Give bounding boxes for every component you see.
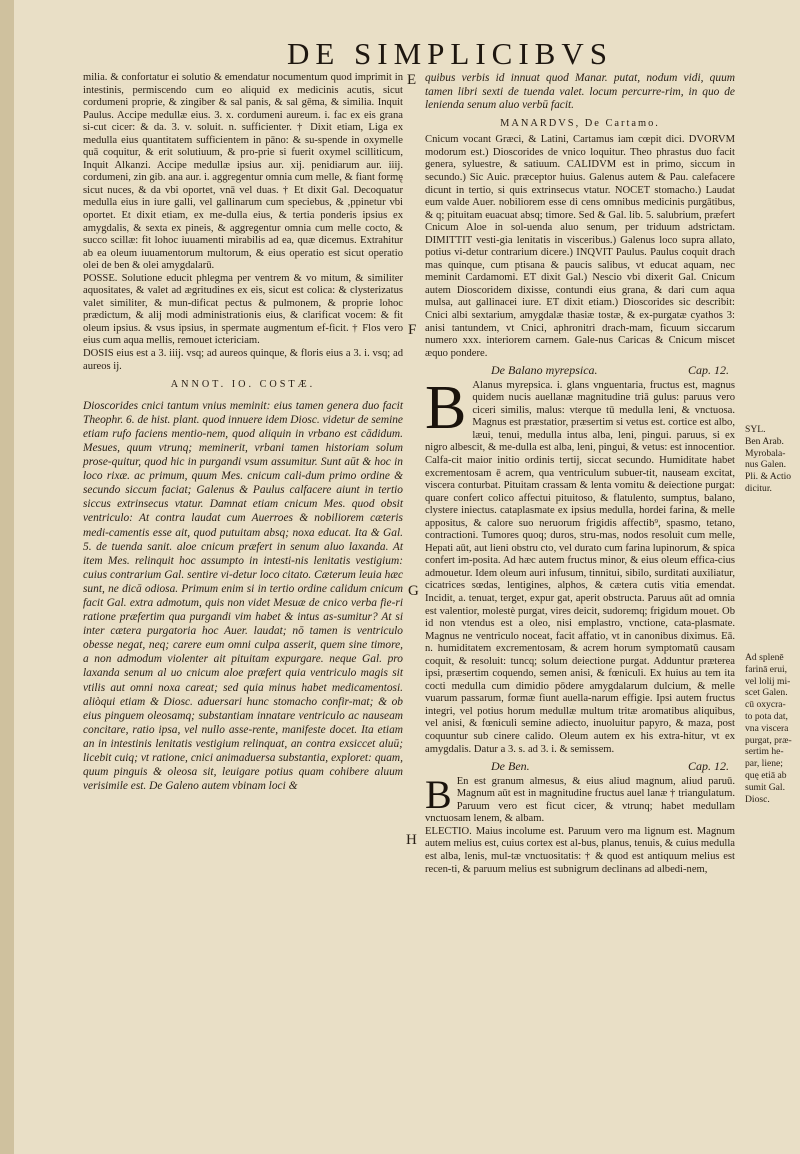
margin-letter-f: F [408, 322, 417, 338]
annotation-heading: ANNOT. IO. COSTÆ. [170, 379, 316, 391]
manardus-commentary: Cnicum vocant Græci, & Latini, Cartamus iam cœpit dici. DVORVM modorum est.) Dioscorides de vnico loquitur. Theo phrastus duo facit genera, syluestre, & satiuum. CALIDVM est in primo, siccum in secundo.) Sic Auic. præceptor huius. Galenus autem & Pau. calefacere dicunt in tertio, si quis extrinsecus vtatur. NOCET stomacho.) Laudat eum valde Auer. nobiliorem esse di cens omnibus medicinis purgātibus, & q; pituitam euacuat absq; timore. Sed & Gal. lib. 5. salubrium, præfert Cnicum Aloe in sol-uenda aluo senum, per triduum adstrictam. DIMITTIT vesti-gia lenitatis in visceribus.) Galenus loco supra allato, potius vi-detur contrarium dicere.) INQVIT Paulus. Paulus coquit drach mas quinque, cum ptisana & paucis salibus, vt educat aquam, nec meminit Cardamomi. ET dixit Gal.) Nescio vbi dixerit Gal. Cnicum autem Dioscoridem dixisse, contundi eius grana, & dari cum aqua mulsa, aut gallinacei iure. ET dixit etiam.) Dioscorides sic describit: Cnici albi sextarium, amygdalæ thasiæ tostæ, & ex-purgatæ cyathos 3: anisi tantundem, vt Cnici, aphronitri drach-mam, ficuum siccarum numero xxx. interiorem carnem. Gale-nus Caricas & Cnicum miscet æquo pondere. [425, 134, 735, 359]
electio-text: ELECTIO. Maius incolume est. Paruum vero ma lignum est. Magnum autem melius est, cuius cortex est al-bus, planus, tenuis, & cuius medulla est alba, lenis, mul-tæ vnctuositatis: † & quod est antiquum melius est recen-ti, & paruum melius est subnigrum declinans ad albedi-nem, [425, 825, 735, 875]
section-title-balano: De Balano myrepsica. [491, 363, 598, 378]
ben-section [425, 771, 735, 826]
chapter-number-balano: Cap. 12. [687, 363, 729, 378]
paragraph-cnicus-uses: milia. & confortatur ei solutio & emendatur nocumentum quod imprimit in intestinis, permiscendo cum eo aliquid ex medicinis acutis, sicut cordumeni proprie, & zingiber & sal panis, & sal gēma, & similia. Inquit Paulus. Accipe medullæ eius. 3. x. cordumeni aureum. i. fac ex eis grana si-cut cicer: & da. 3. v. soluit. n. sufficienter. † Dixit etiam, Liga ex medulla eius quantitatem sufficientem in pāno: & su-spende in oxymelle quā coquitur, & erit solutiuum, & pro-prie si fuerit oxymel scilliticum, Inquit Alkanzi. Accipe medullæ ipsius aur. xij. penidiarum aur. iiij. cordumeni, zin gib. ana aur. i. aggregentur omnia cum melle, & fiant formę sicut nuces, & da vbi oportet, vnā vel duas. † Et dixit Gal. Decoquatur medulla eius in iure galli, vel gallinarum cum speciebus, & ,ppinetur vbi oportet. Et dixit etiam, ex me-dulla eius, & tertia ponderis ipsius ex amygdalis, & sexta ex pineis, & aggregentur omnia cum melle cocto, & succo scillæ: fit lohoc iuuamenti mirabilis ad ea, quæ dicemus. Extrahitur ab ea oleum iuuamentorum multorum, & eius operatio est sicut operatio olei de ben & olei amygdalarū. [83, 72, 403, 272]
balano-text: Alanus myrepsica. i. glans vnguentaria, fructus est, magnus quidem nucis auellanæ magnitudine triā gulus: paruus vero ciceri similis, malus: vterque tū medulla leni, & vnctuosa. Magnus est præstatior, præsertim si vetus est. cortice est albo, læui, tenui, medulla intus alba, leni, pingui. paruus, si ex nigro albescit, & me-dulla est alba, leni, pingui, & vetus: est innocentior. Calfa-cit maior initio ordinis tertij, siccat secundo. Humiditate habet excrementosam ē acrem, qua ventriculum subuer-tit, nauseam excitat, viscera conturbat. Pituitam crassam & lenta vomitu & deiectione purgat: quare confert colico affectui pituitoso, & flatulento, sumptus, balano, clystere iniectus. cataplasmate ex ipsius medulla, hordei farina, & melle appositus, & calore suo neruorum frigidis affectib⁹, spasmo, tetano, contractioni. Tumores quoq; duros, stru-mas, nodos resoluit cum melle, Hepati aūt, aut lieni obstru cto, vel durato cum farina lupinorum, & spica confert im-posita. Ad hæc autem fructus minor, & eius oleum effica-cius admouetur. Idem oleum auri infusum, tinnitui, sibilo, surditati auxiliatur, cicatrices sœdas, lentigines, alphos, & cætera cutis vitia emendat. Incidit, a. tenuat, terget, expur gat, aperit obstructa. Paruus aūt ad omnia est valentior, molestè purgat, vires deicit, sudoremq; frigidum mouet. Ob id non vtendus est a oleo, nisi emplastro, vnctione, cata-plasmate. Magnus ne ventriculo noceat, facit affatio, vt in canonibus diximus. Eā. n. humiditatem excrementosam, & acrem horum symptomatū causam coquit, & resoluit: tuncq; solum deiectione purgat. Adduntur præterea ipsi, præsertim coquendo, semen anisi, & fœniculi. Ex huius au tem ita cocti medulla cum dimidio pōdere amygdalarum dulcium, & melle vuarum passarum, formæ fiunt auella-narum effigie. Ipsi autem fructus integri, vel potius horum medullæ multum tritæ aromatibus aliquibus, vel anisi, & fœniculi semine adiecto, inuoluitur papyro, & maza, post coquuntur sub cinere calido. Oleum autem ex his extra-hitur, vt ex amygdalis. Datur a 3. s. ad 3. i. & semissem. [425, 379, 735, 755]
margin-letter-e: E [407, 72, 417, 88]
gutter-shadow [0, 0, 14, 1154]
section-heading-balano [425, 364, 735, 377]
ben-text: En est granum almesus, & eius aliud magnum, aliud paruū. Magnum aūt est in magnitudine fructus auel lanæ † triangulatum. Paruum vero est ficut cicer, & vtrunq; habet medullam vnctuosam lenem, & albam. [425, 775, 735, 825]
dropcap-b-balano: B [425, 373, 467, 442]
balano-section [425, 373, 735, 756]
annotation-continuation: quibus verbis id innuat quod Manar. putat, nodum vidi, quum tamen libri sexti de tuenda valet. locum percurre-rim, in quo de lenienda senum aluo verbū facit. [425, 72, 735, 112]
margin-letter-h: H [406, 832, 417, 848]
right-column [425, 72, 735, 876]
paragraph-posse: POSSE. Solutione educit phlegma per ventrem & vo mitum, & similiter aquositates, & valet ad ægritudines ex eis, sicut est colica: & clysterizatus valet similiter, & mun-dificat pectus & pulmonem, & proprie lohoc prædictum, & alij modi administrationis eius, & clarificat vocem: & fit oleum ipsius. & vsus ipsius, in spermate augmentum ef-ficit. † Flos vero eius cum aqua mellis, remouet ictericiam. [83, 272, 403, 347]
annotation-text: Dioscorides cnici tantum vnius meminit: eius tamen genera duo facit Theophr. 6. de hist. plant. quod innuere idem Diosc. videtur de semine etiam rufo faciens mentio-nem, quod aliquin in vrbano est cādidum. Mesues, quum vtrunq; meminerit, vrbani tamen historiam solum prose-quitur, quod hic in purgandi vsum assumitur. Sunt aūt & hoc in loco rixæ. ac primum, quum Mes. cnicum cali-dum primo ordine & secundo siccum faciat; Galenus & Paulus calfacere aiunt in tertio siccus extrinsecus vtatur. Damnat etiam cnicum Mes. quod obsit ventriculo: At contra laudat cum Auerroes & nobiliorem cæteris medi-camentis esse ait, quod putuitam absq; noxa educat. Ita & Gal. 5. de tuenda sanit. aloe cnicum præfert in senum aluo laxanda. At item Mes. relinquit hoc assumpto in intesti-nis lenitatis vestigium: cuius contrarium Gal. sentire vi-detur loco citato. Cæterum leuia hæc sunt, ne dicā odiosa. Primum enim si in tertio ordine calidum cnicum facit Gal. extra admotum, quis non videt Mesuæ de cnico verba fie-ri ratione præfertim qua purgandi vim habet & intus as-sumitur? At si inter cætera purgatoria hoc Auer. laudat; nō tamen is ventriculo obesse negat, neq; carere eum omni culpa asserit, quem sine timore, a non admodum violenter ait pituitam expurgare. neque Gal. pro laxanda senum al uo cnicum aloe præfert quia ventriculo magis sit vtilis aut omni noxa careat; sed quia minus habet medicamentosi. aliòqui etiam & Diosc. aduersari hunc stomacho confir-mat; & ob eius pinguem oleosamq; substantiam innatare ventriculo ac nauseam concitare, ratio ipsa, vel nullo asse-rente, manifeste docet. Ita etiam an in intestinis lenitatis vestigium relinquat, an contra exsiccet aluū; licebit cuiq; vt ratione, cnici animaduersa substantia, exploret: quam, quum pinguis & oleosa sit, leuigare potius quam cohibere aluum verisimile est. De Galeno autem vbinam loci & [83, 399, 403, 793]
chapter-number-ben: Cap. 12. [687, 759, 729, 774]
running-header: DE SIMPLICIBVS [286, 36, 613, 71]
margin-letter-g: G [408, 583, 419, 599]
paragraph-dosis: DOSIS eius est a 3. iiij. vsq; ad aureos quinque, & floris eius a 3. i. vsq; ad aureos ij. [83, 348, 403, 372]
left-column [83, 72, 403, 793]
section-title-ben: De Ben. [491, 759, 530, 774]
side-note-ad-splene: Ad splenē farinā erui, vel lolij mi- scet Galen. cū oxycra- to pota dat, vna viscera purgat, præ- sertim he- par, liene; quę etiā ab sumit Gal. Diosc. [745, 652, 792, 805]
side-note-syl: SYL. Ben Arab. Myrobala- nus Galen. Pli. & Actio dicitur. [745, 424, 792, 494]
manardus-heading: MANARDVS, De Cartamo. [500, 117, 660, 129]
section-heading-ben [425, 760, 735, 773]
dropcap-b-ben: B [425, 771, 452, 817]
